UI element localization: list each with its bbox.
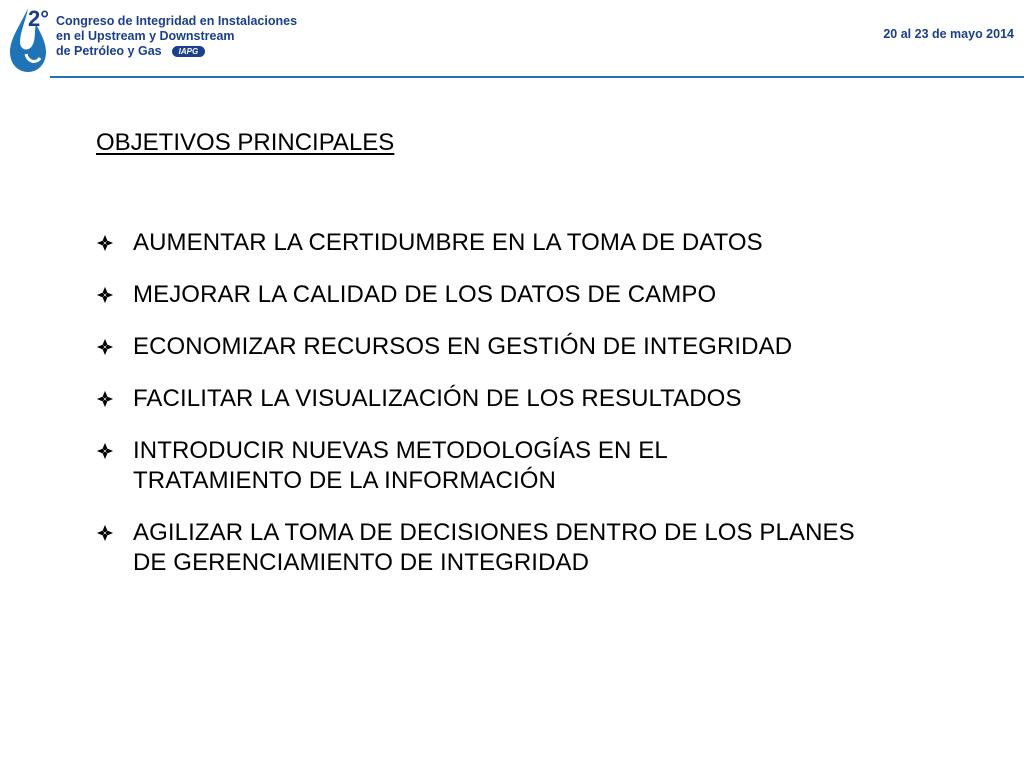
list-item xyxy=(96,228,996,258)
congress-logo-icon xyxy=(6,2,54,74)
congress-title-line-3-text: de Petróleo y Gas xyxy=(56,44,162,58)
logo-number: 2° xyxy=(28,6,50,31)
congress-title-line-2: en el Upstream y Downstream xyxy=(56,29,235,43)
objective-text: FACILITAR LA VISUALIZACIÓN DE LOS RESULTADOS xyxy=(133,385,742,412)
diamond-bullet-icon xyxy=(96,286,114,304)
event-date: 20 al 23 de mayo 2014 xyxy=(883,27,1014,41)
congress-title-line-3 xyxy=(56,44,297,59)
slide-header xyxy=(0,0,1024,76)
diamond-bullet-icon xyxy=(96,524,114,542)
diamond-bullet-icon xyxy=(96,442,114,460)
objective-text: ECONOMIZAR RECURSOS EN GESTIÓN DE INTEGRIDAD xyxy=(133,333,793,360)
congress-title xyxy=(56,14,297,59)
diamond-bullet-icon xyxy=(96,234,114,252)
list-item xyxy=(96,436,996,496)
congress-title-line-1: Congreso de Integridad en Instalaciones xyxy=(56,14,298,28)
diamond-bullet-icon xyxy=(96,338,114,356)
objective-text: AGILIZAR LA TOMA DE DECISIONES DENTRO DE LOS PLANES DE GERENCIAMIENTO DE INTEGRIDAD xyxy=(133,519,855,576)
list-item xyxy=(96,332,996,362)
slide-title: OBJETIVOS PRINCIPALES xyxy=(96,129,395,156)
objectives-list xyxy=(96,228,996,600)
diamond-bullet-icon xyxy=(96,390,114,408)
objective-text: MEJORAR LA CALIDAD DE LOS DATOS DE CAMPO xyxy=(133,281,717,308)
list-item xyxy=(96,518,996,578)
header-divider xyxy=(50,76,1024,78)
objective-text: AUMENTAR LA CERTIDUMBRE EN LA TOMA DE DATOS xyxy=(133,229,763,256)
iapg-badge: IAPG xyxy=(172,46,206,57)
list-item xyxy=(96,280,996,310)
list-item xyxy=(96,384,996,414)
objective-text: INTRODUCIR NUEVAS METODOLOGÍAS EN EL TRATAMIENTO DE LA INFORMACIÓN xyxy=(133,437,667,494)
